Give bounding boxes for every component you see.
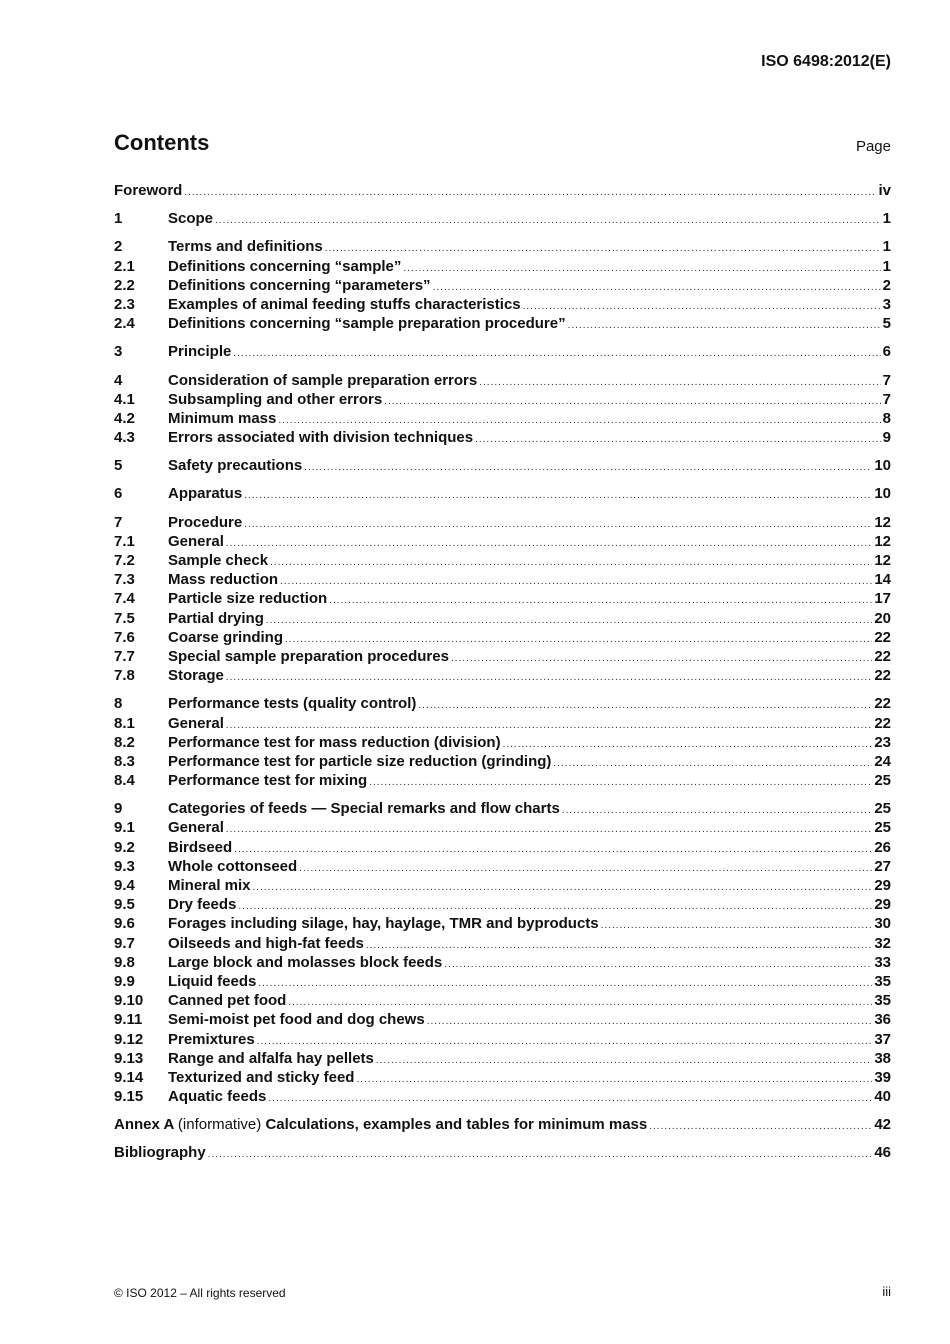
toc-entry[interactable] — [114, 237, 891, 256]
toc-entry-number: 9.2 — [114, 838, 135, 856]
toc-entry[interactable] — [114, 934, 891, 953]
toc-entry[interactable] — [114, 895, 891, 914]
table-of-contents — [114, 181, 891, 1172]
toc-entry-title: General — [168, 532, 224, 550]
toc-entry[interactable] — [114, 838, 891, 857]
toc-entry[interactable] — [114, 953, 891, 972]
toc-entry[interactable] — [114, 1010, 891, 1029]
toc-dot-leader — [369, 773, 872, 792]
toc-entry-number: 7.6 — [114, 628, 135, 646]
toc-section-group — [114, 342, 891, 361]
toc-section-group — [114, 694, 891, 790]
toc-dot-leader — [451, 649, 872, 668]
toc-entry-page: 25 — [874, 772, 891, 790]
toc-entry-title: Scope — [168, 210, 214, 228]
toc-entry-page: 27 — [874, 857, 891, 875]
toc-entry-page: 25 — [874, 800, 891, 818]
toc-section-group — [114, 456, 891, 475]
toc-entry[interactable] — [114, 647, 891, 666]
toc-entry[interactable] — [114, 276, 891, 295]
toc-entry-title: Definitions concerning “sample” — [168, 257, 402, 275]
toc-entry-title: Partial drying — [168, 609, 264, 627]
toc-entry-number: 3 — [114, 343, 123, 361]
toc-entry[interactable] — [114, 209, 891, 228]
annex-title-block — [114, 1115, 647, 1134]
toc-entry-title: Coarse grinding — [168, 628, 284, 646]
toc-entry-title: Definitions concerning “parameters” — [168, 276, 431, 294]
toc-entry[interactable] — [114, 799, 891, 818]
toc-entry-title: Storage — [168, 667, 224, 685]
toc-entry[interactable] — [114, 371, 891, 390]
toc-entry[interactable] — [114, 314, 891, 333]
toc-dot-leader — [244, 486, 872, 505]
toc-entry-title: Apparatus — [168, 485, 243, 503]
toc-entry-page: 12 — [874, 532, 891, 550]
toc-entry-page: 22 — [874, 628, 891, 646]
toc-entry-number: 7.7 — [114, 647, 135, 665]
toc-entry[interactable] — [114, 181, 891, 200]
toc-entry-title: Premixtures — [168, 1030, 255, 1048]
toc-dot-leader — [376, 1051, 872, 1070]
bibliography-title: Bibliography — [114, 1144, 206, 1162]
toc-entry[interactable] — [114, 1049, 891, 1068]
toc-entry-page: 1 — [882, 210, 891, 228]
toc-section-group — [114, 513, 891, 686]
toc-dot-leader — [304, 458, 872, 477]
toc-entry-title: Performance test for mass reduction (division) — [168, 733, 501, 751]
toc-entry-page: iv — [878, 182, 891, 199]
toc-entry-number: 9.7 — [114, 934, 135, 952]
toc-entry-title: Range and alfalfa hay pellets — [168, 1049, 374, 1067]
toc-entry[interactable] — [114, 257, 891, 276]
toc-entry-page: 39 — [874, 1068, 891, 1086]
toc-entry-title: Particle size reduction — [168, 590, 328, 608]
toc-entry[interactable] — [114, 342, 891, 361]
toc-entry-number: 9.1 — [114, 819, 135, 837]
toc-entry-page: 26 — [874, 838, 891, 856]
toc-entry-title: Errors associated with division techniques — [168, 429, 474, 447]
toc-entry-title: Canned pet food — [168, 992, 287, 1010]
bibliography-page: 46 — [874, 1144, 891, 1162]
toc-section-group — [114, 1115, 891, 1134]
toc-entry-number: 2 — [114, 238, 123, 256]
toc-entry-page: 22 — [874, 695, 891, 713]
toc-entry-page: 10 — [874, 485, 891, 503]
toc-entry-annex[interactable] — [114, 1115, 891, 1134]
toc-entry-title: Dry feeds — [168, 896, 237, 914]
toc-entry-title: Mineral mix — [168, 877, 251, 894]
toc-entry-number: 7.3 — [114, 571, 135, 589]
toc-dot-leader — [184, 183, 876, 202]
toc-entry-number: 7.8 — [114, 667, 135, 685]
toc-entry[interactable] — [114, 666, 891, 685]
toc-entry-number: 4.1 — [114, 390, 135, 408]
toc-entry[interactable] — [114, 390, 891, 409]
toc-dot-leader — [299, 859, 872, 878]
toc-entry-title: Subsampling and other errors — [168, 390, 383, 408]
toc-entry-number: 4.2 — [114, 409, 135, 427]
toc-entry-number: 2.2 — [114, 276, 135, 294]
toc-entry-title: Performance test for mixing — [168, 772, 368, 790]
toc-entry-page: 29 — [874, 877, 891, 894]
toc-entry-number: 5 — [114, 457, 123, 475]
toc-dot-leader — [356, 1070, 872, 1089]
toc-entry-title: Liquid feeds — [168, 972, 257, 990]
toc-section-group — [114, 209, 891, 228]
toc-entry-page: 40 — [874, 1088, 891, 1106]
toc-entry-number: 9.9 — [114, 972, 135, 990]
toc-dot-leader — [270, 553, 872, 572]
toc-dot-leader — [523, 297, 881, 316]
toc-entry-title: Mass reduction — [168, 571, 279, 589]
contents-heading: Contents — [114, 130, 210, 155]
toc-entry-page: 23 — [874, 733, 891, 751]
toc-dot-leader — [384, 392, 880, 411]
toc-entry-title: Minimum mass — [168, 409, 277, 427]
toc-entry-title: Examples of animal feeding stuffs characteristics — [168, 295, 521, 313]
toc-section-group — [114, 1143, 891, 1162]
toc-entry-page: 10 — [874, 457, 891, 475]
toc-entry-number: 9.4 — [114, 877, 135, 894]
toc-entry[interactable] — [114, 513, 891, 532]
toc-entry-title: Sample check — [168, 552, 269, 569]
toc-entry-title: Special sample preparation procedures — [168, 647, 449, 665]
toc-section-group — [114, 181, 891, 200]
toc-entry-page: 12 — [874, 552, 891, 569]
toc-entry-title: Performance tests (quality control) — [168, 695, 417, 713]
toc-section-group — [114, 799, 891, 1106]
toc-entry-page: 22 — [874, 714, 891, 732]
toc-dot-leader — [325, 239, 881, 258]
toc-entry-number: 9.15 — [114, 1088, 144, 1106]
toc-entry-page: 6 — [882, 343, 891, 361]
toc-entry-page: 9 — [882, 429, 891, 447]
toc-entry-page: 17 — [874, 590, 891, 608]
toc-entry[interactable] — [114, 409, 891, 428]
toc-entry-page: 30 — [874, 915, 891, 933]
toc-entry-title: Forages including silage, hay, haylage, TMR and byproducts — [168, 915, 599, 933]
toc-entry-title: Safety precautions — [168, 457, 303, 475]
toc-entry-page: 14 — [874, 571, 891, 589]
toc-entry-page: 33 — [874, 953, 891, 971]
toc-entry-number: 8.3 — [114, 752, 135, 770]
toc-entry-number: 9.6 — [114, 915, 135, 933]
toc-entry-page: 2 — [882, 276, 891, 294]
toc-dot-leader — [403, 259, 880, 278]
toc-entry-title: Large block and molasses block feeds — [168, 953, 443, 971]
toc-entry-bibliography[interactable] — [114, 1143, 891, 1162]
toc-dot-leader — [280, 572, 872, 591]
toc-entry-page: 3 — [882, 295, 891, 313]
toc-entry-number: 9.12 — [114, 1030, 144, 1048]
toc-entry[interactable] — [114, 694, 891, 713]
toc-entry-title: Definitions concerning “sample preparation procedure” — [168, 315, 566, 333]
toc-entry[interactable] — [114, 991, 891, 1010]
toc-entry-title: Semi-moist pet food and dog chews — [168, 1011, 425, 1029]
toc-dot-leader — [568, 316, 881, 335]
toc-section-group — [114, 237, 891, 333]
toc-dot-leader — [649, 1117, 872, 1136]
toc-entry[interactable] — [114, 876, 891, 895]
toc-dot-leader — [226, 820, 872, 839]
toc-entry[interactable] — [114, 1030, 891, 1049]
toc-entry-number: 9.3 — [114, 857, 135, 875]
toc-entry-number: 8.1 — [114, 714, 135, 732]
toc-entry[interactable] — [114, 589, 891, 608]
toc-entry-number: 9 — [114, 800, 123, 818]
toc-entry-page: 7 — [882, 390, 891, 408]
toc-dot-leader — [479, 373, 880, 392]
toc-entry-number: 9.5 — [114, 896, 135, 914]
page-column-label: Page — [855, 138, 891, 155]
toc-dot-leader — [226, 668, 872, 687]
toc-entry-number: 9.13 — [114, 1049, 144, 1067]
toc-entry-number: 6 — [114, 485, 123, 503]
toc-entry[interactable] — [114, 551, 891, 570]
toc-entry-number: 7.5 — [114, 609, 135, 627]
toc-entry[interactable] — [114, 771, 891, 790]
toc-entry[interactable] — [114, 857, 891, 876]
toc-dot-leader — [258, 974, 872, 993]
toc-section-group — [114, 484, 891, 503]
annex-title: Calculations, examples and tables for minimum mass — [265, 1116, 648, 1134]
toc-entry-number: 8.4 — [114, 772, 135, 790]
toc-entry-page: 7 — [882, 371, 891, 389]
toc-dot-leader — [418, 696, 872, 715]
toc-entry-title: Consideration of sample preparation errors — [168, 371, 478, 389]
toc-dot-leader — [562, 801, 873, 820]
annex-note: (informative) — [177, 1116, 262, 1134]
toc-entry-page: 1 — [882, 257, 891, 275]
toc-entry-page: 37 — [874, 1030, 891, 1048]
toc-entry[interactable] — [114, 752, 891, 771]
toc-entry[interactable] — [114, 570, 891, 589]
toc-entry[interactable] — [114, 609, 891, 628]
toc-dot-leader — [226, 534, 872, 553]
toc-entry-title: General — [168, 819, 224, 837]
toc-entry[interactable] — [114, 972, 891, 991]
toc-dot-leader — [427, 1012, 873, 1031]
footer-copyright: © ISO 2012 – All rights reserved — [114, 1286, 286, 1300]
toc-entry-number: 4 — [114, 371, 123, 389]
toc-entry-page: 22 — [874, 647, 891, 665]
toc-entry-page: 20 — [874, 609, 891, 627]
toc-entry[interactable] — [114, 733, 891, 752]
toc-entry[interactable] — [114, 1068, 891, 1087]
toc-entry-page: 1 — [882, 238, 891, 256]
toc-entry-number: 7.1 — [114, 532, 135, 550]
toc-entry-number: 7.4 — [114, 590, 135, 608]
toc-entry[interactable] — [114, 456, 891, 475]
toc-entry-number: 9.10 — [114, 992, 144, 1010]
toc-entry-number: 4.3 — [114, 429, 135, 447]
toc-entry-title: General — [168, 714, 224, 732]
toc-dot-leader — [208, 1145, 873, 1164]
toc-entry-number: 9.14 — [114, 1068, 144, 1086]
annex-label: Annex A — [114, 1116, 174, 1134]
toc-dot-leader — [253, 878, 873, 897]
toc-entry[interactable] — [114, 428, 891, 447]
toc-dot-leader — [444, 955, 872, 974]
toc-entry[interactable] — [114, 295, 891, 314]
toc-entry[interactable] — [114, 914, 891, 933]
toc-entry-title: Performance test for particle size reduction (grinding) — [168, 752, 552, 770]
toc-dot-leader — [475, 430, 881, 449]
toc-entry[interactable] — [114, 484, 891, 503]
toc-entry-page: 22 — [874, 667, 891, 685]
toc-entry[interactable] — [114, 714, 891, 733]
toc-dot-leader — [244, 515, 872, 534]
toc-entry-title: Aquatic feeds — [168, 1088, 267, 1106]
toc-entry-number: 8.2 — [114, 733, 135, 751]
toc-section-group — [114, 371, 891, 448]
toc-entry-page: 5 — [882, 315, 891, 333]
toc-entry-page: 35 — [874, 972, 891, 990]
toc-entry-page: 24 — [874, 752, 891, 770]
toc-entry-page: 8 — [882, 409, 891, 427]
toc-dot-leader — [268, 1089, 872, 1108]
toc-entry-page: 25 — [874, 819, 891, 837]
toc-entry-page: 32 — [874, 934, 891, 952]
toc-dot-leader — [266, 611, 872, 630]
toc-dot-leader — [234, 840, 872, 859]
toc-entry-page: 38 — [874, 1049, 891, 1067]
toc-entry-title: Principle — [168, 343, 232, 361]
toc-entry[interactable] — [114, 532, 891, 551]
toc-entry-number: 2.3 — [114, 295, 135, 313]
toc-entry-title: Texturized and sticky feed — [168, 1068, 355, 1086]
toc-entry-title: Whole cottonseed — [168, 857, 298, 875]
toc-entry[interactable] — [114, 628, 891, 647]
standard-number: ISO 6498:2012(E) — [761, 53, 891, 70]
toc-entry-title: Oilseeds and high-fat feeds — [168, 934, 364, 952]
toc-entry-number: 9.8 — [114, 953, 135, 971]
toc-entry-number: 2.4 — [114, 315, 135, 333]
toc-entry-number: 9.11 — [114, 1011, 143, 1029]
annex-page: 42 — [874, 1116, 891, 1134]
toc-dot-leader — [233, 344, 880, 363]
toc-entry-number: 8 — [114, 695, 123, 713]
toc-entry-number: 7.2 — [114, 552, 135, 569]
toc-entry-number: 2.1 — [114, 257, 135, 275]
toc-entry-page: 35 — [874, 992, 891, 1010]
toc-entry-page: 29 — [874, 896, 891, 914]
toc-entry-number: 7 — [114, 513, 123, 531]
toc-entry-page: 12 — [874, 513, 891, 531]
toc-dot-leader — [329, 591, 872, 610]
toc-entry[interactable] — [114, 818, 891, 837]
toc-dot-leader — [215, 211, 881, 230]
toc-dot-leader — [503, 735, 873, 754]
toc-entry-page: 36 — [874, 1011, 891, 1029]
toc-entry-number: 1 — [114, 210, 123, 228]
toc-entry-title: Procedure — [168, 513, 243, 531]
toc-entry-title: Terms and definitions — [168, 238, 323, 256]
toc-entry-title: Foreword — [114, 182, 183, 199]
toc-entry-title: Categories of feeds — Special remarks and flow charts — [168, 800, 560, 818]
toc-entry-title: Birdseed — [168, 838, 233, 856]
toc-dot-leader — [601, 916, 873, 935]
toc-entry[interactable] — [114, 1087, 891, 1106]
toc-dot-leader — [553, 754, 872, 773]
footer-page-number: iii — [882, 1284, 891, 1299]
